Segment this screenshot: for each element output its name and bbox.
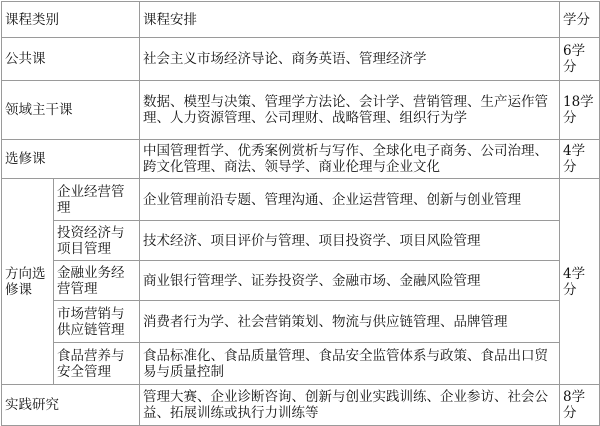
course-table bbox=[1, 1, 600, 426]
direction-sub-name: 食品营养与安全管理 bbox=[54, 343, 140, 385]
row-direction-2 bbox=[2, 221, 600, 261]
direction-sub-name: 企业经营管理 bbox=[54, 179, 140, 221]
header-category: 课程类别 bbox=[2, 2, 140, 38]
category-practice: 实践研究 bbox=[2, 385, 140, 426]
credits-elective: 4学分 bbox=[560, 140, 600, 179]
header-row bbox=[2, 2, 600, 38]
category-public: 公共课 bbox=[2, 38, 140, 81]
arrangement-practice: 管理大赛、企业诊断咨询、创新与创业实践训练、企业参访、社会公益、拓展训练或执行力训练等 bbox=[140, 385, 560, 426]
row-elective bbox=[2, 140, 600, 179]
row-practice bbox=[2, 385, 600, 426]
direction-sub-name: 投资经济与项目管理 bbox=[54, 221, 140, 261]
direction-sub-name: 金融业务经营管理 bbox=[54, 261, 140, 301]
row-direction-5 bbox=[2, 343, 600, 385]
header-arrangement: 课程安排 bbox=[140, 2, 560, 38]
row-core bbox=[2, 81, 600, 140]
direction-sub-arrangement: 企业管理前沿专题、管理沟通、企业运营管理、创新与创业管理 bbox=[140, 179, 560, 221]
category-core: 领域主干课 bbox=[2, 81, 140, 140]
credits-core: 18学分 bbox=[560, 81, 600, 140]
arrangement-core: 数据、模型与决策、管理学方法论、会计学、营销管理、生产运作管理、人力资源管理、公司理财、战略管理、组织行为学 bbox=[140, 81, 560, 140]
row-direction-3 bbox=[2, 261, 600, 301]
category-elective: 选修课 bbox=[2, 140, 140, 179]
arrangement-public: 社会主义市场经济导论、商务英语、管理经济学 bbox=[140, 38, 560, 81]
header-credits: 学分 bbox=[560, 2, 600, 38]
row-direction-1 bbox=[2, 179, 600, 221]
credits-direction: 4学分 bbox=[560, 179, 600, 385]
arrangement-elective: 中国管理哲学、优秀案例赏析与写作、全球化电子商务、公司治理、跨文化管理、商法、领导学、商业伦理与企业文化 bbox=[140, 140, 560, 179]
direction-sub-arrangement: 商业银行管理学、证券投资学、金融市场、金融风险管理 bbox=[140, 261, 560, 301]
direction-sub-arrangement: 食品标准化、食品质量管理、食品安全监管体系与政策、食品出口贸易与质量控制 bbox=[140, 343, 560, 385]
direction-sub-arrangement: 技术经济、项目评价与管理、项目投资学、项目风险管理 bbox=[140, 221, 560, 261]
credits-public: 6学分 bbox=[560, 38, 600, 81]
row-direction-4 bbox=[2, 301, 600, 343]
credits-practice: 8学分 bbox=[560, 385, 600, 426]
direction-sub-arrangement: 消费者行为学、社会营销策划、物流与供应链管理、品牌管理 bbox=[140, 301, 560, 343]
row-public bbox=[2, 38, 600, 81]
direction-sub-name: 市场营销与供应链管理 bbox=[54, 301, 140, 343]
category-direction: 方向选修课 bbox=[2, 179, 54, 385]
